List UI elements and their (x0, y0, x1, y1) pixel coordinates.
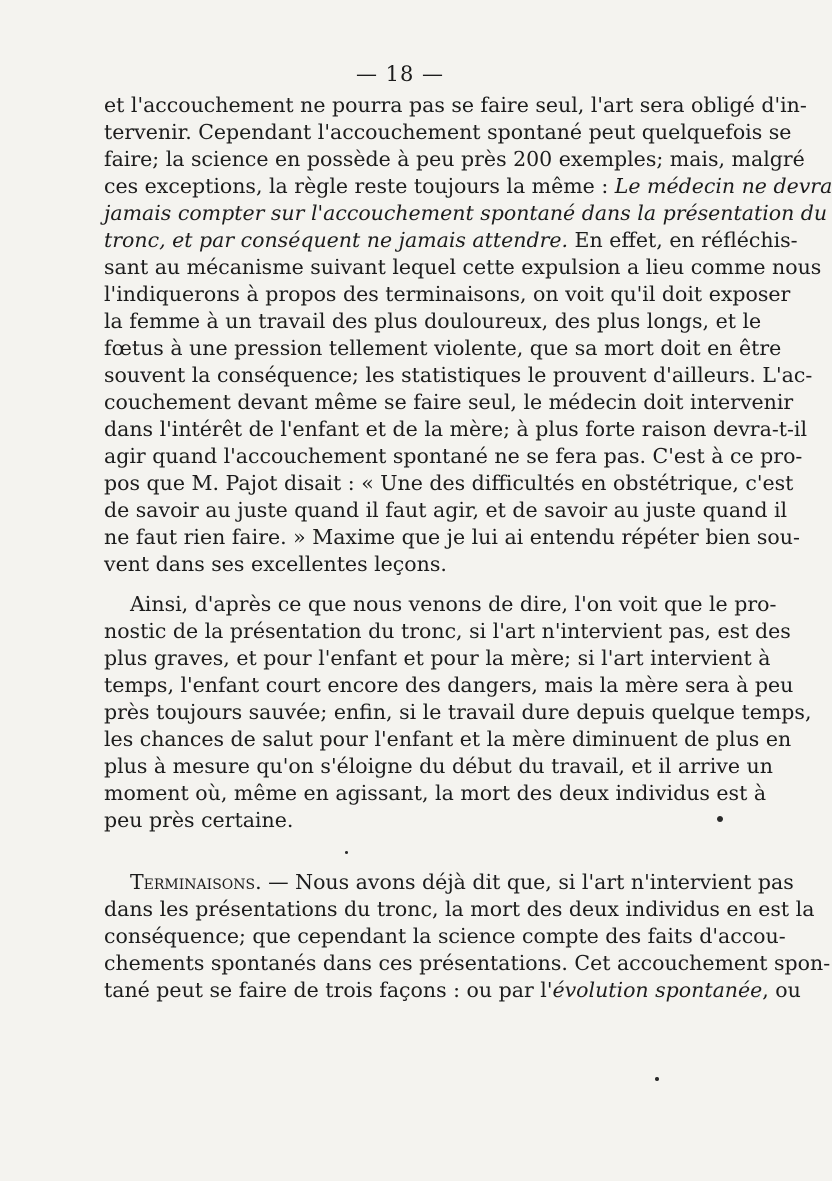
text-line: temps, l'enfant court encore des dangers, mais la mère sera à peu (104, 673, 794, 697)
text-line: vent dans ses excellentes leçons. (104, 552, 447, 576)
text-line (104, 977, 801, 1004)
italic-run: tronc, et par conséquent ne jamais attendre. (104, 228, 569, 252)
text-line: la femme à un travail des plus douloureux, des plus longs, et le (104, 309, 762, 333)
text-line: ne faut rien faire. » Maxime que je lui ai entendu répéter bien sou- (104, 525, 800, 549)
text-run: tané peut se faire de trois façons : ou par l' (104, 978, 553, 1002)
text-line: plus graves, et pour l'enfant et pour la mère; si l'art intervient à (104, 646, 771, 670)
text-run: En effet, en réfléchis- (568, 228, 798, 252)
text-line: près toujours sauvée; enfin, si le travail dure depuis quelque temps, (104, 700, 812, 724)
text-line: faire; la science en possède à peu près 200 exemples; mais, malgré (104, 147, 805, 171)
text-line: jamais compter sur l'accouchement spontané dans la présentation du (104, 201, 828, 225)
text-line: les chances de salut pour l'enfant et la mère diminuent de plus en (104, 727, 792, 751)
text-line: plus à mesure qu'on s'éloigne du début du travail, et il arrive un (104, 754, 773, 778)
text-line: l'indiquerons à propos des terminaisons, on voit qu'il doit exposer (104, 282, 791, 306)
text-line: moment où, même en agissant, la mort des deux individus est à (104, 781, 767, 805)
italic-run: évolution spontanée (552, 978, 763, 1002)
ink-speck (345, 851, 348, 854)
italic-run: Le médecin ne devra (614, 174, 832, 198)
text-run: ces exceptions, la règle reste toujours la même : (104, 174, 615, 198)
text-line: Ainsi, d'après ce que nous venons de dire, l'on voit que le pro- (130, 592, 777, 616)
text-line: couchement devant même se faire seul, le médecin doit intervenir (104, 390, 794, 414)
text-line: de savoir au juste quand il faut agir, et de savoir au juste quand il (104, 498, 788, 522)
text-line (130, 869, 794, 896)
ink-speck (717, 816, 723, 822)
text-line: peu près certaine. (104, 808, 294, 832)
text-run: , ou (762, 978, 801, 1002)
text-run: — Nous avons déjà dit que, si l'art n'intervient pas (261, 870, 794, 894)
section-heading: Terminaisons. (130, 870, 262, 894)
text-line (104, 227, 798, 254)
text-line: tervenir. Cependant l'accouchement spontané peut quelquefois se (104, 120, 792, 144)
text-line: chements spontanés dans ces présentations. Cet accouchement spon- (104, 951, 831, 975)
text-line: souvent la conséquence; les statistiques le prouvent d'ailleurs. L'ac- (104, 363, 813, 387)
text-line: agir quand l'accouchement spontané ne se fera pas. C'est à ce pro- (104, 444, 803, 468)
page-number: — 18 — (355, 62, 445, 86)
text-line: pos que M. Pajot disait : « Une des difficultés en obstétrique, c'est (104, 471, 794, 495)
text-line: et l'accouchement ne pourra pas se faire seul, l'art sera obligé d'in- (104, 93, 807, 117)
text-line: conséquence; que cependant la science compte des faits d'accou- (104, 924, 786, 948)
text-line: sant au mécanisme suivant lequel cette expulsion a lieu comme nous (104, 255, 822, 279)
text-line: dans les présentations du tronc, la mort des deux individus en est la (104, 897, 815, 921)
text-line: dans l'intérêt de l'enfant et de la mère; à plus forte raison devra-t-il (104, 417, 808, 441)
text-line: fœtus à une pression tellement violente, que sa mort doit en être (104, 336, 782, 360)
text-line (104, 173, 832, 200)
ink-speck (655, 1077, 659, 1081)
text-line: nostic de la présentation du tronc, si l'art n'intervient pas, est des (104, 619, 791, 643)
